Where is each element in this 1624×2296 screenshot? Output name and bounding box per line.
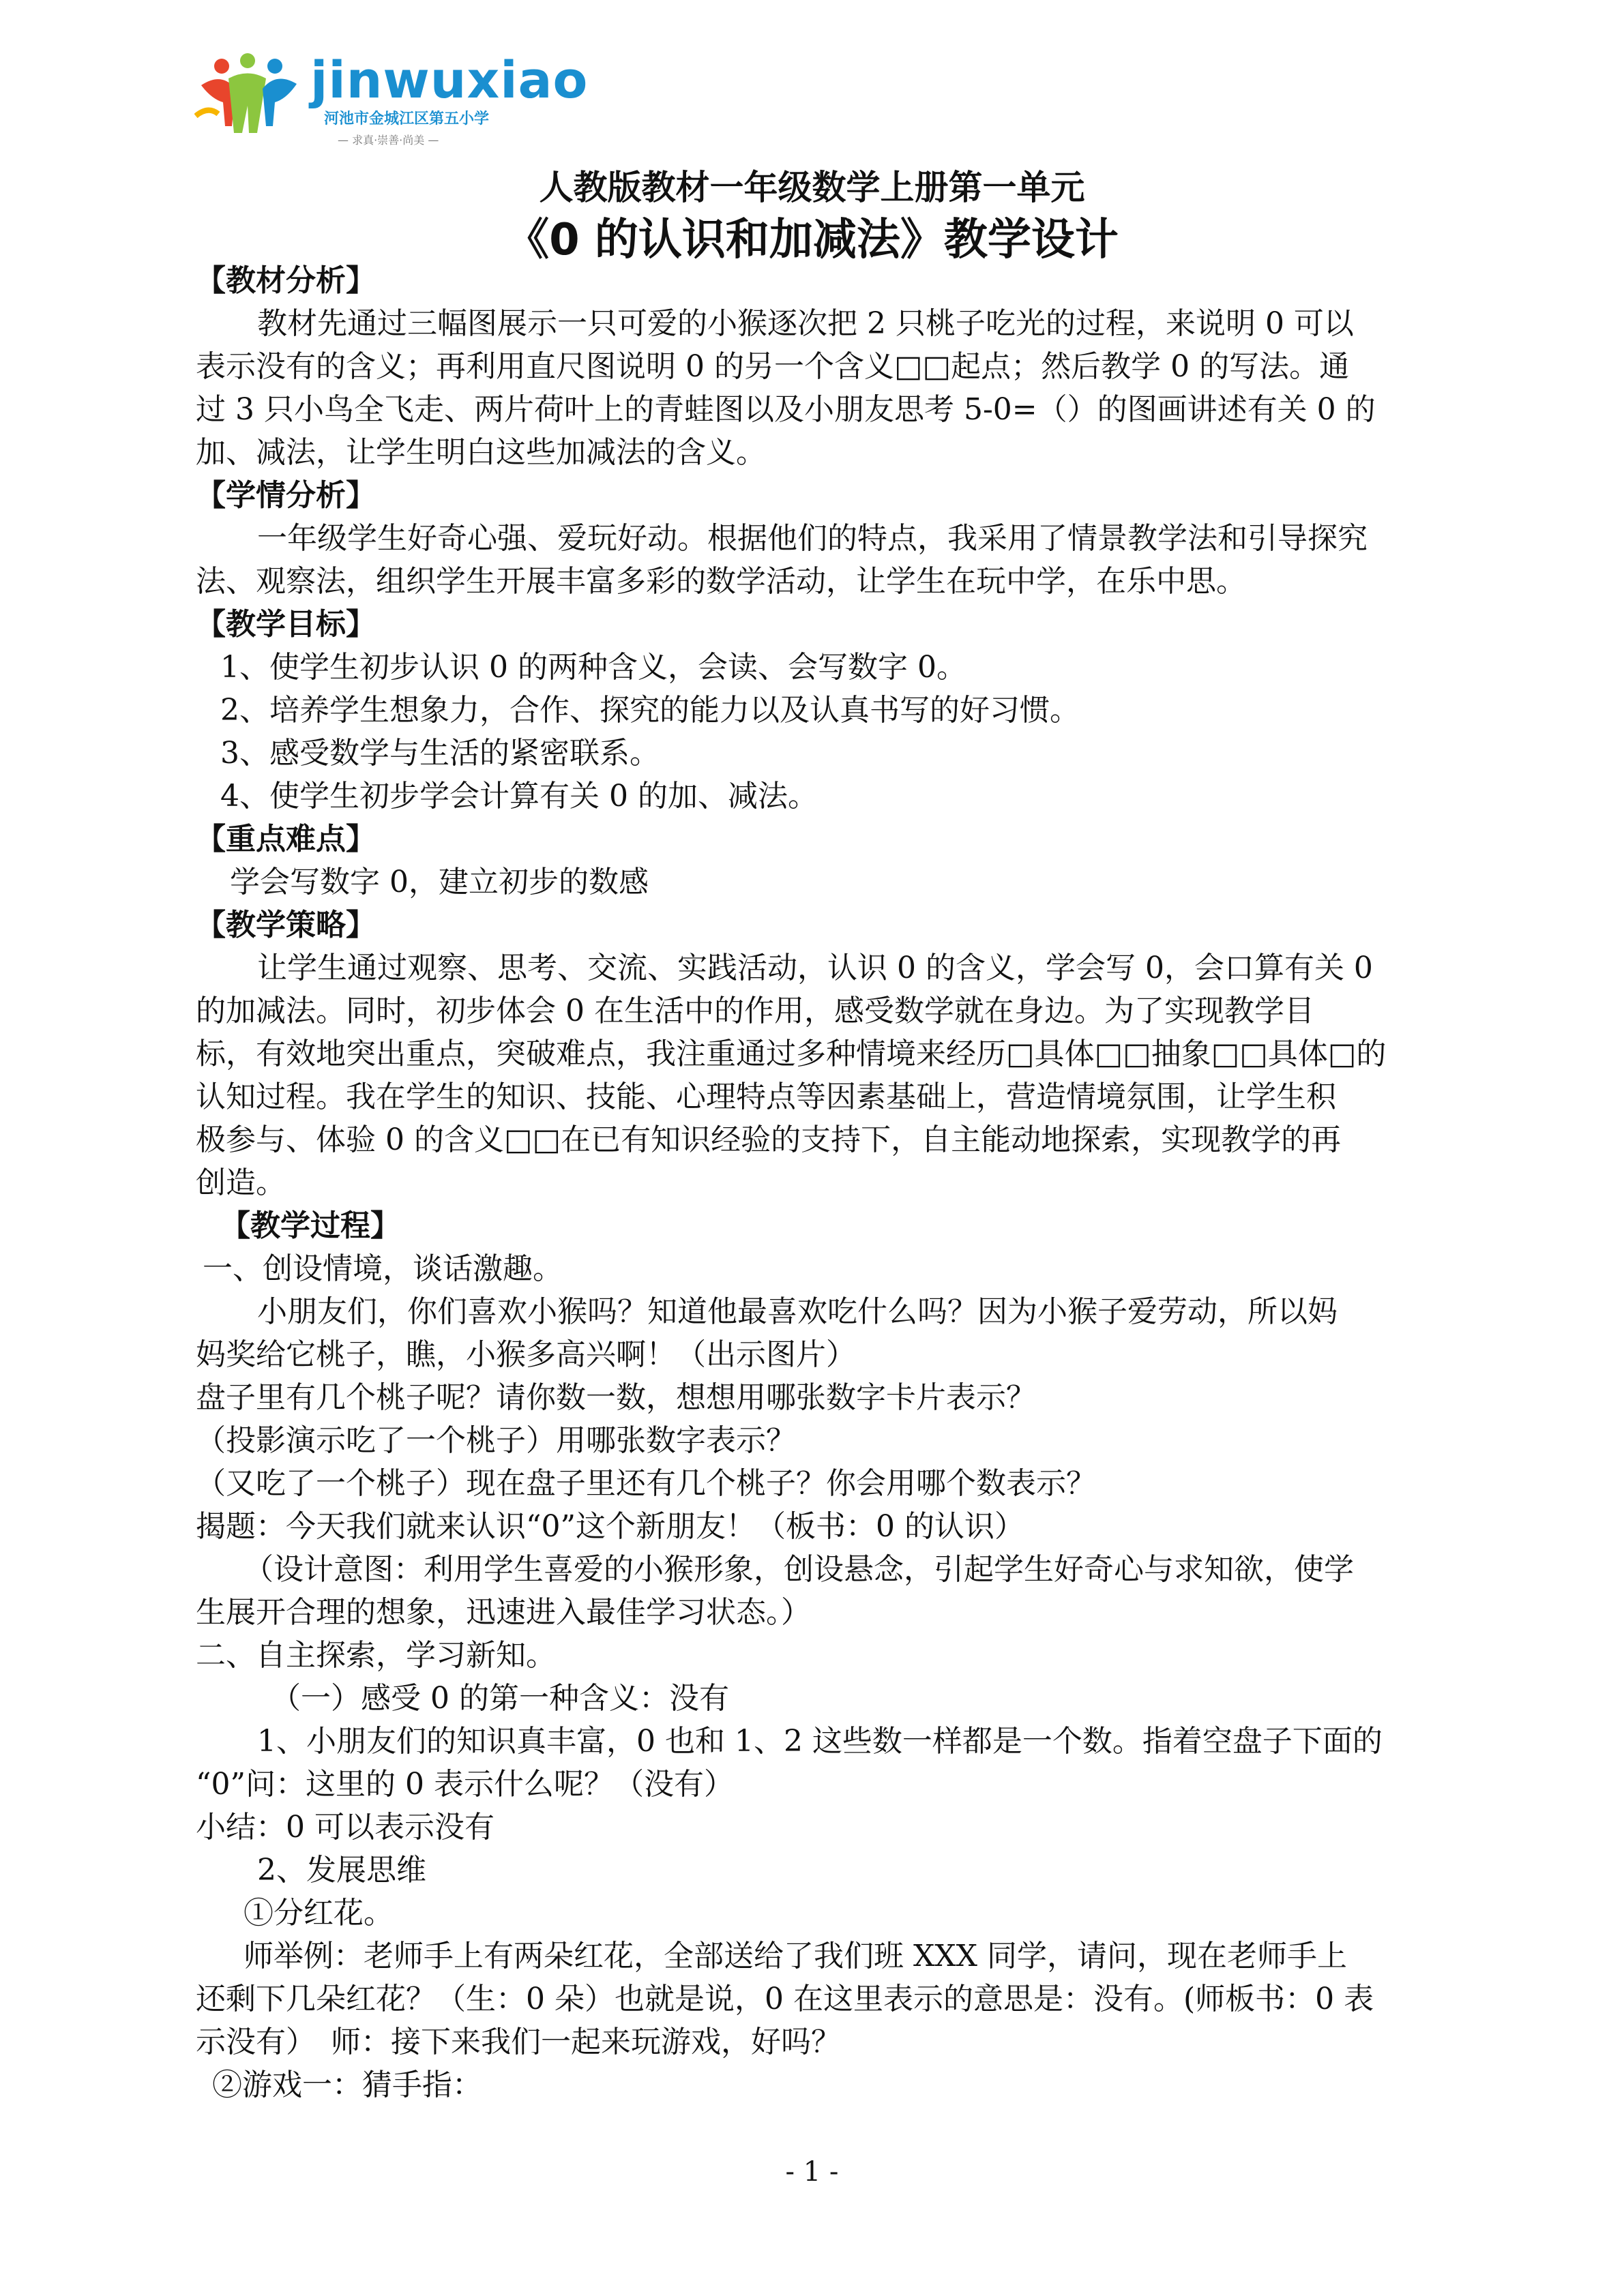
paragraph-line: 教材先通过三幅图展示一只可爱的小猴逐次把 2 只桃子吃光的过程，来说明 0 可以 bbox=[257, 306, 1354, 341]
document-title: 《0 的认识和加减法》教学设计 bbox=[505, 215, 1119, 265]
paragraph-line: “0”问：这里的 0 表示什么呢？（没有） bbox=[196, 1767, 734, 1802]
document-subtitle: 人教版教材一年级数学上册第一单元 bbox=[539, 168, 1085, 207]
paragraph-line: （设计意图：利用学生喜爱的小猴形象，创设悬念，引起学生好奇心与求知欲，使学 bbox=[243, 1552, 1354, 1587]
paragraph-line: 的加减法。同时，初步体会 0 在生活中的作用，感受数学就在身边。为了实现教学目 bbox=[196, 994, 1314, 1028]
brand-wordmark: jinwuxiao bbox=[310, 51, 589, 110]
paragraph-line: 妈奖给它桃子，瞧，小猴多高兴啊！（出示图片） bbox=[196, 1337, 856, 1372]
subsection-heading: （一）感受 0 的第一种含义：没有 bbox=[271, 1681, 729, 1716]
section-heading: 【教材分析】 bbox=[196, 263, 376, 298]
school-motto: — 求真·崇善·尚美 — bbox=[338, 134, 439, 147]
paragraph-line: 学会写数字 0，建立初步的数感 bbox=[230, 865, 649, 899]
section-heading: 【教学过程】 bbox=[220, 1208, 400, 1243]
school-name: 河池市金城江区第五小学 bbox=[324, 110, 490, 128]
paragraph-line: 师举例：老师手上有两朵红花，全部送给了我们班 XXX 同学，请问，现在老师手上 bbox=[243, 1939, 1347, 1973]
section-heading: 【教学目标】 bbox=[196, 607, 376, 642]
paragraph-line: 让学生通过观察、思考、交流、实践活动，认识 0 的含义，学会写 0，会口算有关 0 bbox=[257, 951, 1373, 985]
section-heading: 【重点难点】 bbox=[196, 822, 376, 856]
paragraph-line: 示没有） 师：接下来我们一起来玩游戏，好吗？ bbox=[196, 2025, 841, 2059]
paragraph-line: 1、小朋友们的知识真丰富，0 也和 1、2 这些数一样都是一个数。指着空盘子下面的 bbox=[257, 1724, 1383, 1759]
paragraph-line: 小朋友们，你们喜欢小猴吗？知道他最喜欢吃什么吗？因为小猴子爱劳动，所以妈 bbox=[257, 1294, 1338, 1329]
list-item: ①分红花。 bbox=[243, 1896, 394, 1930]
paragraph-line: 一年级学生好奇心强、爱玩好动。根据他们的特点，我采用了情景教学法和引导探究 bbox=[257, 521, 1368, 556]
section-heading: 【教学策略】 bbox=[196, 908, 376, 942]
paragraph-line: （又吃了一个桃子）现在盘子里还有几个桃子？你会用哪个数表示？ bbox=[196, 1466, 1096, 1501]
paragraph-line: 过 3 只小鸟全飞走、两片荷叶上的青蛙图以及小朋友思考 5-0=（）的图画讲述有关 0 的 bbox=[196, 392, 1376, 427]
paragraph-line: 表示没有的含义；再利用直尺图说明 0 的另一个含义□□起点；然后教学 0 的写法。通 bbox=[196, 349, 1350, 384]
list-item: ②游戏一：猜手指： bbox=[212, 2068, 482, 2102]
paragraph-line: 小结：0 可以表示没有 bbox=[196, 1810, 494, 1845]
paragraph-line: 盘子里有几个桃子呢？请你数一数，想想用哪张数字卡片表示？ bbox=[196, 1380, 1036, 1415]
list-item: 1、使学生初步认识 0 的两种含义，会读、会写数字 0。 bbox=[220, 650, 966, 685]
paragraph-line: 加、减法，让学生明白这些加减法的含义。 bbox=[196, 435, 766, 470]
subsection-heading: 一、创设情境，谈话激趣。 bbox=[203, 1251, 563, 1286]
page-number: - 1 - bbox=[785, 2156, 839, 2188]
paragraph-line: 极参与、体验 0 的含义□□在已有知识经验的支持下，自主能动地探索，实现教学的再 bbox=[196, 1122, 1342, 1157]
paragraph-line: 认知过程。我在学生的知识、技能、心理特点等因素基础上，营造情境氛围，让学生积 bbox=[196, 1079, 1336, 1114]
paragraph-line: （投影演示吃了一个桃子）用哪张数字表示？ bbox=[196, 1423, 796, 1458]
paragraph-line: 生展开合理的想象，迅速进入最佳学习状态。） bbox=[196, 1595, 811, 1630]
school-logo bbox=[194, 51, 589, 153]
list-item: 2、培养学生想象力，合作、探究的能力以及认真书写的好习惯。 bbox=[220, 693, 1080, 728]
subsection-heading: 2、发展思维 bbox=[257, 1853, 426, 1888]
subsection-heading: 二、自主探索，学习新知。 bbox=[196, 1638, 556, 1673]
section-heading: 【学情分析】 bbox=[196, 478, 376, 513]
paragraph-line: 标，有效地突出重点，突破难点，我注重通过多种情境来经历□具体□□抽象□□具体□的 bbox=[196, 1037, 1387, 1071]
list-item: 4、使学生初步学会计算有关 0 的加、减法。 bbox=[220, 779, 818, 814]
document-body bbox=[196, 259, 1478, 2106]
paragraph-line: 创造。 bbox=[196, 1165, 286, 1200]
list-item: 3、感受数学与生活的紧密联系。 bbox=[220, 736, 660, 771]
paragraph-line: 揭题：今天我们就来认识“0”这个新朋友！（板书：0 的认识） bbox=[196, 1509, 1024, 1544]
children-figures-icon bbox=[194, 51, 310, 140]
paragraph-line: 还剩下几朵红花？（生：0 朵）也就是说，0 在这里表示的意思是：没有。(师板书：0 表 bbox=[196, 1982, 1374, 2016]
paragraph-line: 法、观察法，组织学生开展丰富多彩的数学活动，让学生在玩中学，在乐中思。 bbox=[196, 564, 1246, 599]
